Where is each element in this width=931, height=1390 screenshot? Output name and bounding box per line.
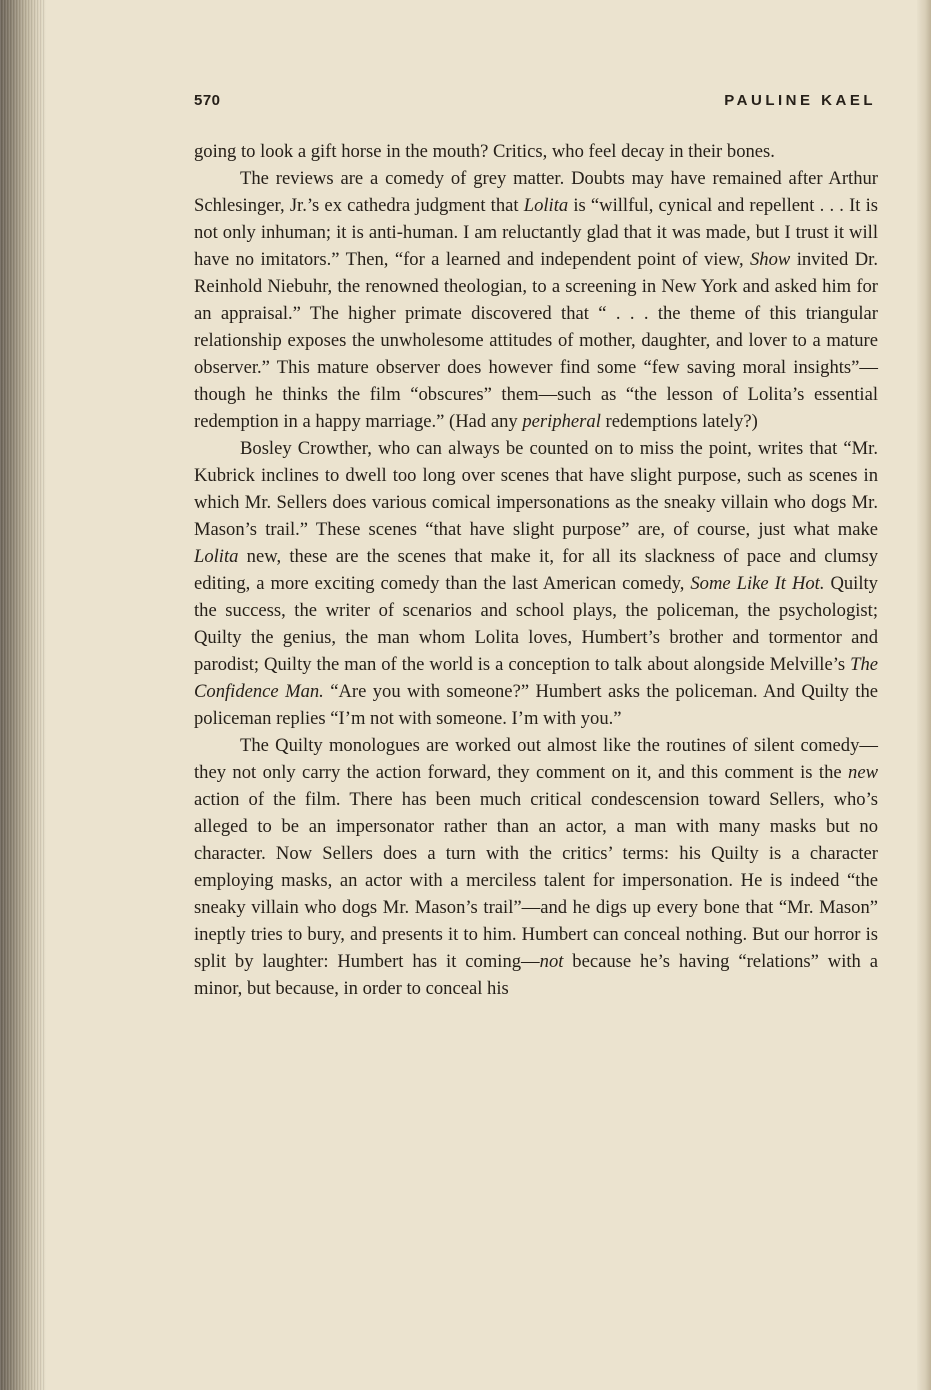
text-run: invited Dr. Reinhold Niebuhr, the renowned theologian, to a screening in New York and asked him for an appraisal.” The higher primate discovered that “ . . . the theme of this triangular relationship exposes the unwholesome attitudes of mother, daughter, and lover to a mature observer.” This mature observer does however find some “few saving moral insights”—though he thinks the film “obscures” them—such as “the lesson of Lolita’s essential redemption in a happy marriage.” (Had any — [194, 249, 878, 432]
italic-text: peripheral — [522, 411, 601, 432]
text-run: going to look a gift horse in the mouth? Critics, who feel decay in their bones. — [194, 141, 775, 162]
text-run: action of the film. There has been much critical condescension toward Sellers, who’s alleged to be an impersonator rather than an actor, a man with many masks but no character. Now Sellers does a turn with the critics’ terms: his Quilty is a character employing masks, an actor with a merciless talent for impersonation. He is indeed “the sneaky villain who dogs Mr. Mason’s trail”—and he digs up every bone that “Mr. Mason” ineptly tries to bury, and presents it to him. Humbert can conceal nothing. But our horror is split by laughter: Humbert has it coming— — [194, 789, 878, 972]
paragraph — [194, 165, 878, 435]
italic-text: The Confidence Man. — [194, 654, 878, 702]
text-run: because he’s having “relations” with a minor, but because, in order to conceal his — [194, 951, 878, 999]
italic-text: not — [539, 951, 564, 972]
italic-text: Lolita — [523, 195, 569, 216]
book-spine-edge — [0, 0, 46, 1390]
text-run: Quilty the success, the writer of scenarios and school plays, the policeman, the psychologist; Quilty the genius, the man whom Lolita loves, Humbert’s brother and tormentor and parodist; Quilty the man of the world is a conception to talk about alongside Melville’s — [194, 573, 878, 675]
italic-text: Some Like It Hot. — [690, 573, 825, 594]
italic-text: new — [848, 762, 878, 783]
text-run: Bosley Crowther, who can always be counted on to miss the point, writes that “Mr. Kubrick inclines to dwell too long over scenes that have slight purpose, such as scenes in which Mr. Sellers does various comical impersonations as the sneaky villain who dogs Mr. Mason’s trail.” These scenes “that have slight purpose” are, of course, just what make — [194, 438, 878, 540]
paragraph — [194, 435, 878, 732]
running-head-author: PAULINE KAEL — [724, 92, 876, 109]
text-run: redemptions lately?) — [600, 411, 758, 432]
page-fore-edge — [917, 0, 931, 1390]
paragraph — [194, 138, 878, 165]
text-run: The reviews are a comedy of grey matter. Doubts may have remained after Arthur Schlesinger, Jr.’s ex cathedra judgment that — [194, 168, 878, 216]
text-run: is “willful, cynical and repellent . . . It is not only inhuman; it is anti-human. I am reluctantly glad that it was made, but I trust it will have no imitators.” Then, “for a learned and independent point of view, — [194, 195, 878, 270]
italic-text: Show — [750, 249, 791, 270]
page-header — [194, 92, 880, 116]
body-text — [194, 138, 878, 1002]
text-run: The Quilty monologues are worked out almost like the routines of silent comedy—they not only carry the action forward, they comment on it, and this comment is the — [194, 735, 878, 783]
page-number: 570 — [194, 92, 221, 109]
text-run: new, these are the scenes that make it, for all its slackness of pace and clumsy editing, a more exciting comedy than the last American comedy, — [194, 546, 878, 594]
text-run: “Are you with someone?” Humbert asks the policeman. And Quilty the policeman replies “I’m not with someone. I’m with you.” — [194, 681, 878, 729]
paragraph — [194, 732, 878, 1002]
italic-text: Lolita — [194, 546, 239, 567]
